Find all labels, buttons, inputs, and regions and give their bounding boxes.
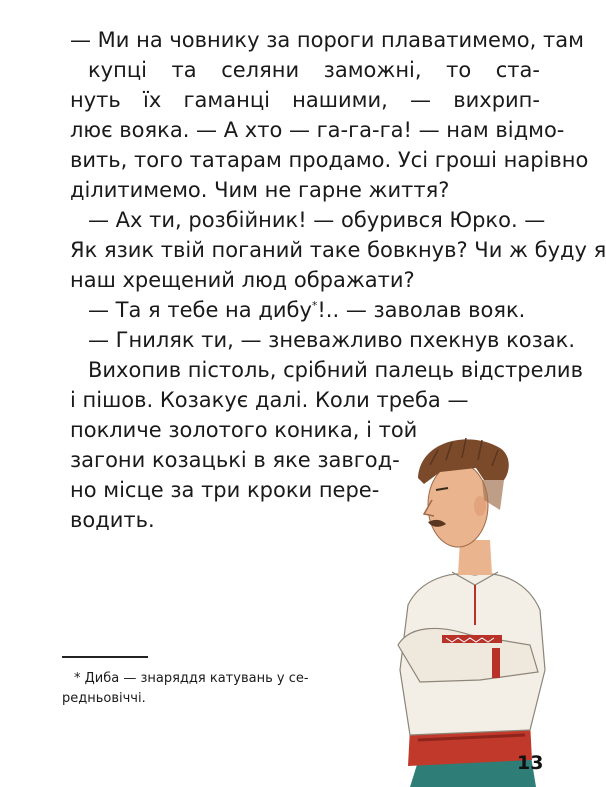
cossack-illustration: [380, 410, 550, 787]
text-line-8: Як язик твій поганий таке бовкнув? Чи ж буду я: [70, 238, 606, 262]
footnote-reference: *: [311, 299, 318, 312]
footnote-line-1: * Диба — знаряддя катувань у се-: [74, 671, 309, 686]
text-line-5: вить, того татарам продамо. Усі гроші нарівно: [70, 148, 589, 172]
text-line-3: нуть їх гаманці нашими, — вихрип-: [70, 88, 540, 112]
footnote-line-2: редньовіччі.: [62, 691, 146, 706]
text-line-7: — Ах ти, розбійник! — обурився Юрко. —: [88, 208, 546, 232]
text-line-17: водить.: [70, 508, 155, 532]
text-line-11: — Гниляк ти, — зневажливо пхекнув козак.: [88, 328, 576, 352]
text-line-10-end: !.. — заволав вояк.: [317, 298, 526, 322]
text-line-4: лює вояка. — А хто — га-га-га! — нам відмо-: [70, 118, 565, 142]
text-line-12: Вихопив пістоль, срібний палець відстрелив: [88, 358, 583, 382]
text-line-10: [88, 296, 558, 324]
page-number: 13: [517, 752, 544, 774]
text-line-9: наш хрещений люд ображати?: [70, 268, 415, 292]
footnote-rule: [62, 656, 148, 658]
text-line-13: і пішов. Козакує далі. Коли треба —: [70, 388, 469, 412]
text-line-10-start: — Та я тебе на дибу: [88, 298, 312, 322]
text-line-1: — Ми на човнику за пороги плаватимемо, там: [70, 28, 584, 52]
text-line-2: купці та селяни заможні, то ста-: [88, 58, 540, 82]
text-line-15: загони козацькі в яке завгод-: [70, 448, 400, 472]
text-line-6: ділитимемо. Чим не гарне життя?: [70, 178, 450, 202]
text-line-14: покличе золотого коника, і той: [70, 418, 418, 442]
text-line-16: но місце за три кроки пере-: [70, 478, 380, 502]
